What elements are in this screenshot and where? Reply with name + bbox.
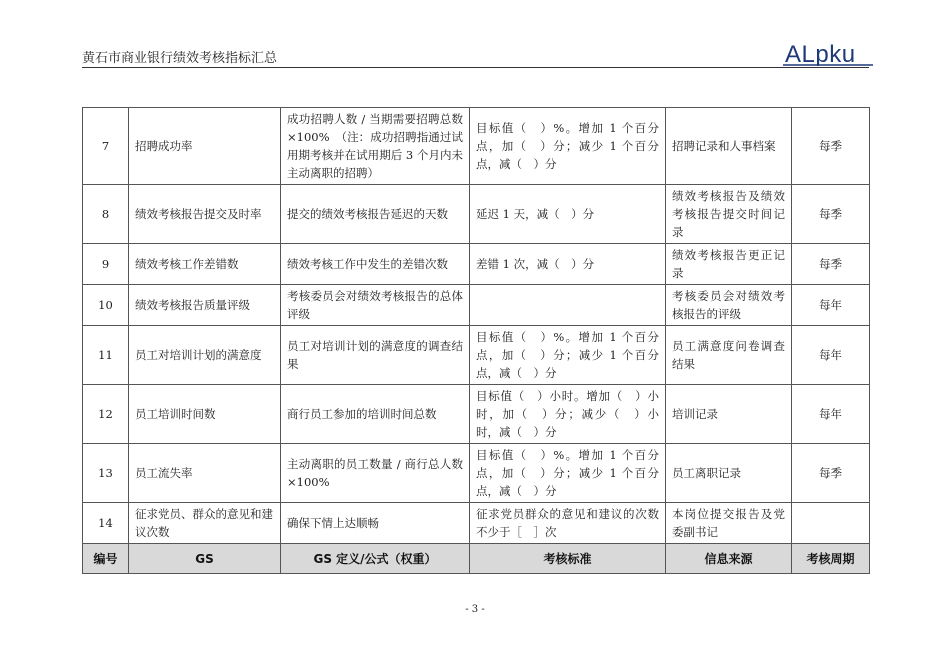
- table-row: [83, 108, 870, 185]
- company-logo: [783, 40, 873, 66]
- cell-source: 绩效考核报告及绩效考核报告提交时间记录: [666, 185, 792, 244]
- table-row: [83, 385, 870, 444]
- cell-no: 14: [83, 503, 129, 544]
- table-row: [83, 444, 870, 503]
- cell-period: 每季: [792, 185, 870, 244]
- cell-source: 培训记录: [666, 385, 792, 444]
- cell-no: 11: [83, 326, 129, 385]
- cell-gs: 绩效考核报告质量评级: [129, 285, 281, 326]
- cell-definition: 员工对培训计划的满意度的调查结果: [281, 326, 470, 385]
- cell-gs: 征求党员、群众的意见和建议次数: [129, 503, 281, 544]
- table-row: [83, 285, 870, 326]
- column-header-source: 信息来源: [666, 544, 792, 574]
- cell-standard: 延迟 1 天，减（ ）分: [470, 185, 666, 244]
- cell-period: 每季: [792, 108, 870, 185]
- cell-standard: 征求党员群众的意见和建议的次数不少于［ ］次: [470, 503, 666, 544]
- cell-no: 7: [83, 108, 129, 185]
- cell-standard: 差错 1 次，减（ ）分: [470, 244, 666, 285]
- cell-definition: 主动离职的员工数量 / 商行总人数×100%: [281, 444, 470, 503]
- cell-definition: 绩效考核工作中发生的差错次数: [281, 244, 470, 285]
- table-row: [83, 326, 870, 385]
- cell-period: 每年: [792, 326, 870, 385]
- cell-definition: 提交的绩效考核报告延迟的天数: [281, 185, 470, 244]
- cell-source: 考核委员会对绩效考核报告的评级: [666, 285, 792, 326]
- svg-text:ALpku: ALpku: [785, 41, 856, 66]
- cell-gs: 员工流失率: [129, 444, 281, 503]
- column-header-standard: 考核标准: [470, 544, 666, 574]
- cell-period: 每季: [792, 444, 870, 503]
- cell-period: 每季: [792, 244, 870, 285]
- cell-gs: 员工对培训计划的满意度: [129, 326, 281, 385]
- kpi-table-header-row: [83, 544, 870, 574]
- cell-source: 招聘记录和人事档案: [666, 108, 792, 185]
- cell-standard: 目标值（ ）%。增加 1 个百分点，加（ ）分；减少 1 个百分点，减（ ）分: [470, 326, 666, 385]
- cell-no: 12: [83, 385, 129, 444]
- cell-no: 8: [83, 185, 129, 244]
- cell-period: 每年: [792, 385, 870, 444]
- cell-source: 员工离职记录: [666, 444, 792, 503]
- cell-gs: 招聘成功率: [129, 108, 281, 185]
- column-header-period: 考核周期: [792, 544, 870, 574]
- cell-standard: 目标值（ ）小时。增加（ ）小时，加（ ）分；减少（ ）小时，减（ ）分: [470, 385, 666, 444]
- cell-no: 10: [83, 285, 129, 326]
- table-row: [83, 244, 870, 285]
- cell-source: 本岗位提交报告及党委副书记: [666, 503, 792, 544]
- cell-period: 每年: [792, 285, 870, 326]
- cell-definition: 考核委员会对绩效考核报告的总体评级: [281, 285, 470, 326]
- cell-definition: 确保下情上达顺畅: [281, 503, 470, 544]
- cell-source: 员工满意度问卷调查结果: [666, 326, 792, 385]
- kpi-table: [82, 107, 870, 574]
- cell-standard: [470, 285, 666, 326]
- header-divider: [82, 67, 869, 68]
- cell-gs: 员工培训时间数: [129, 385, 281, 444]
- cell-gs: 绩效考核工作差错数: [129, 244, 281, 285]
- document-header-title: 黄石市商业银行绩效考核指标汇总: [82, 51, 278, 66]
- cell-source: 绩效考核报告更正记录: [666, 244, 792, 285]
- column-header-gs: GS: [129, 544, 281, 574]
- cell-standard: 目标值（ ）%。增加 1 个百分点，加（ ）分；减少 1 个百分点，减（ ）分: [470, 444, 666, 503]
- cell-gs: 绩效考核报告提交及时率: [129, 185, 281, 244]
- page-number: - 3 -: [465, 604, 485, 615]
- cell-definition: 成功招聘人数 / 当期需要招聘总数×100% （注：成功招聘指通过试用期考核并在试用期后 3 个月内未主动离职的招聘）: [281, 108, 470, 185]
- column-header-definition: GS 定义/公式（权重）: [281, 544, 470, 574]
- column-header-no: 编号: [83, 544, 129, 574]
- cell-no: 9: [83, 244, 129, 285]
- table-row: [83, 503, 870, 544]
- cell-standard: 目标值（ ）%。增加 1 个百分点，加（ ）分；减少 1 个百分点，减（ ）分: [470, 108, 666, 185]
- cell-no: 13: [83, 444, 129, 503]
- table-row: [83, 185, 870, 244]
- cell-period: [792, 503, 870, 544]
- cell-definition: 商行员工参加的培训时间总数: [281, 385, 470, 444]
- kpi-table-body: [83, 108, 870, 544]
